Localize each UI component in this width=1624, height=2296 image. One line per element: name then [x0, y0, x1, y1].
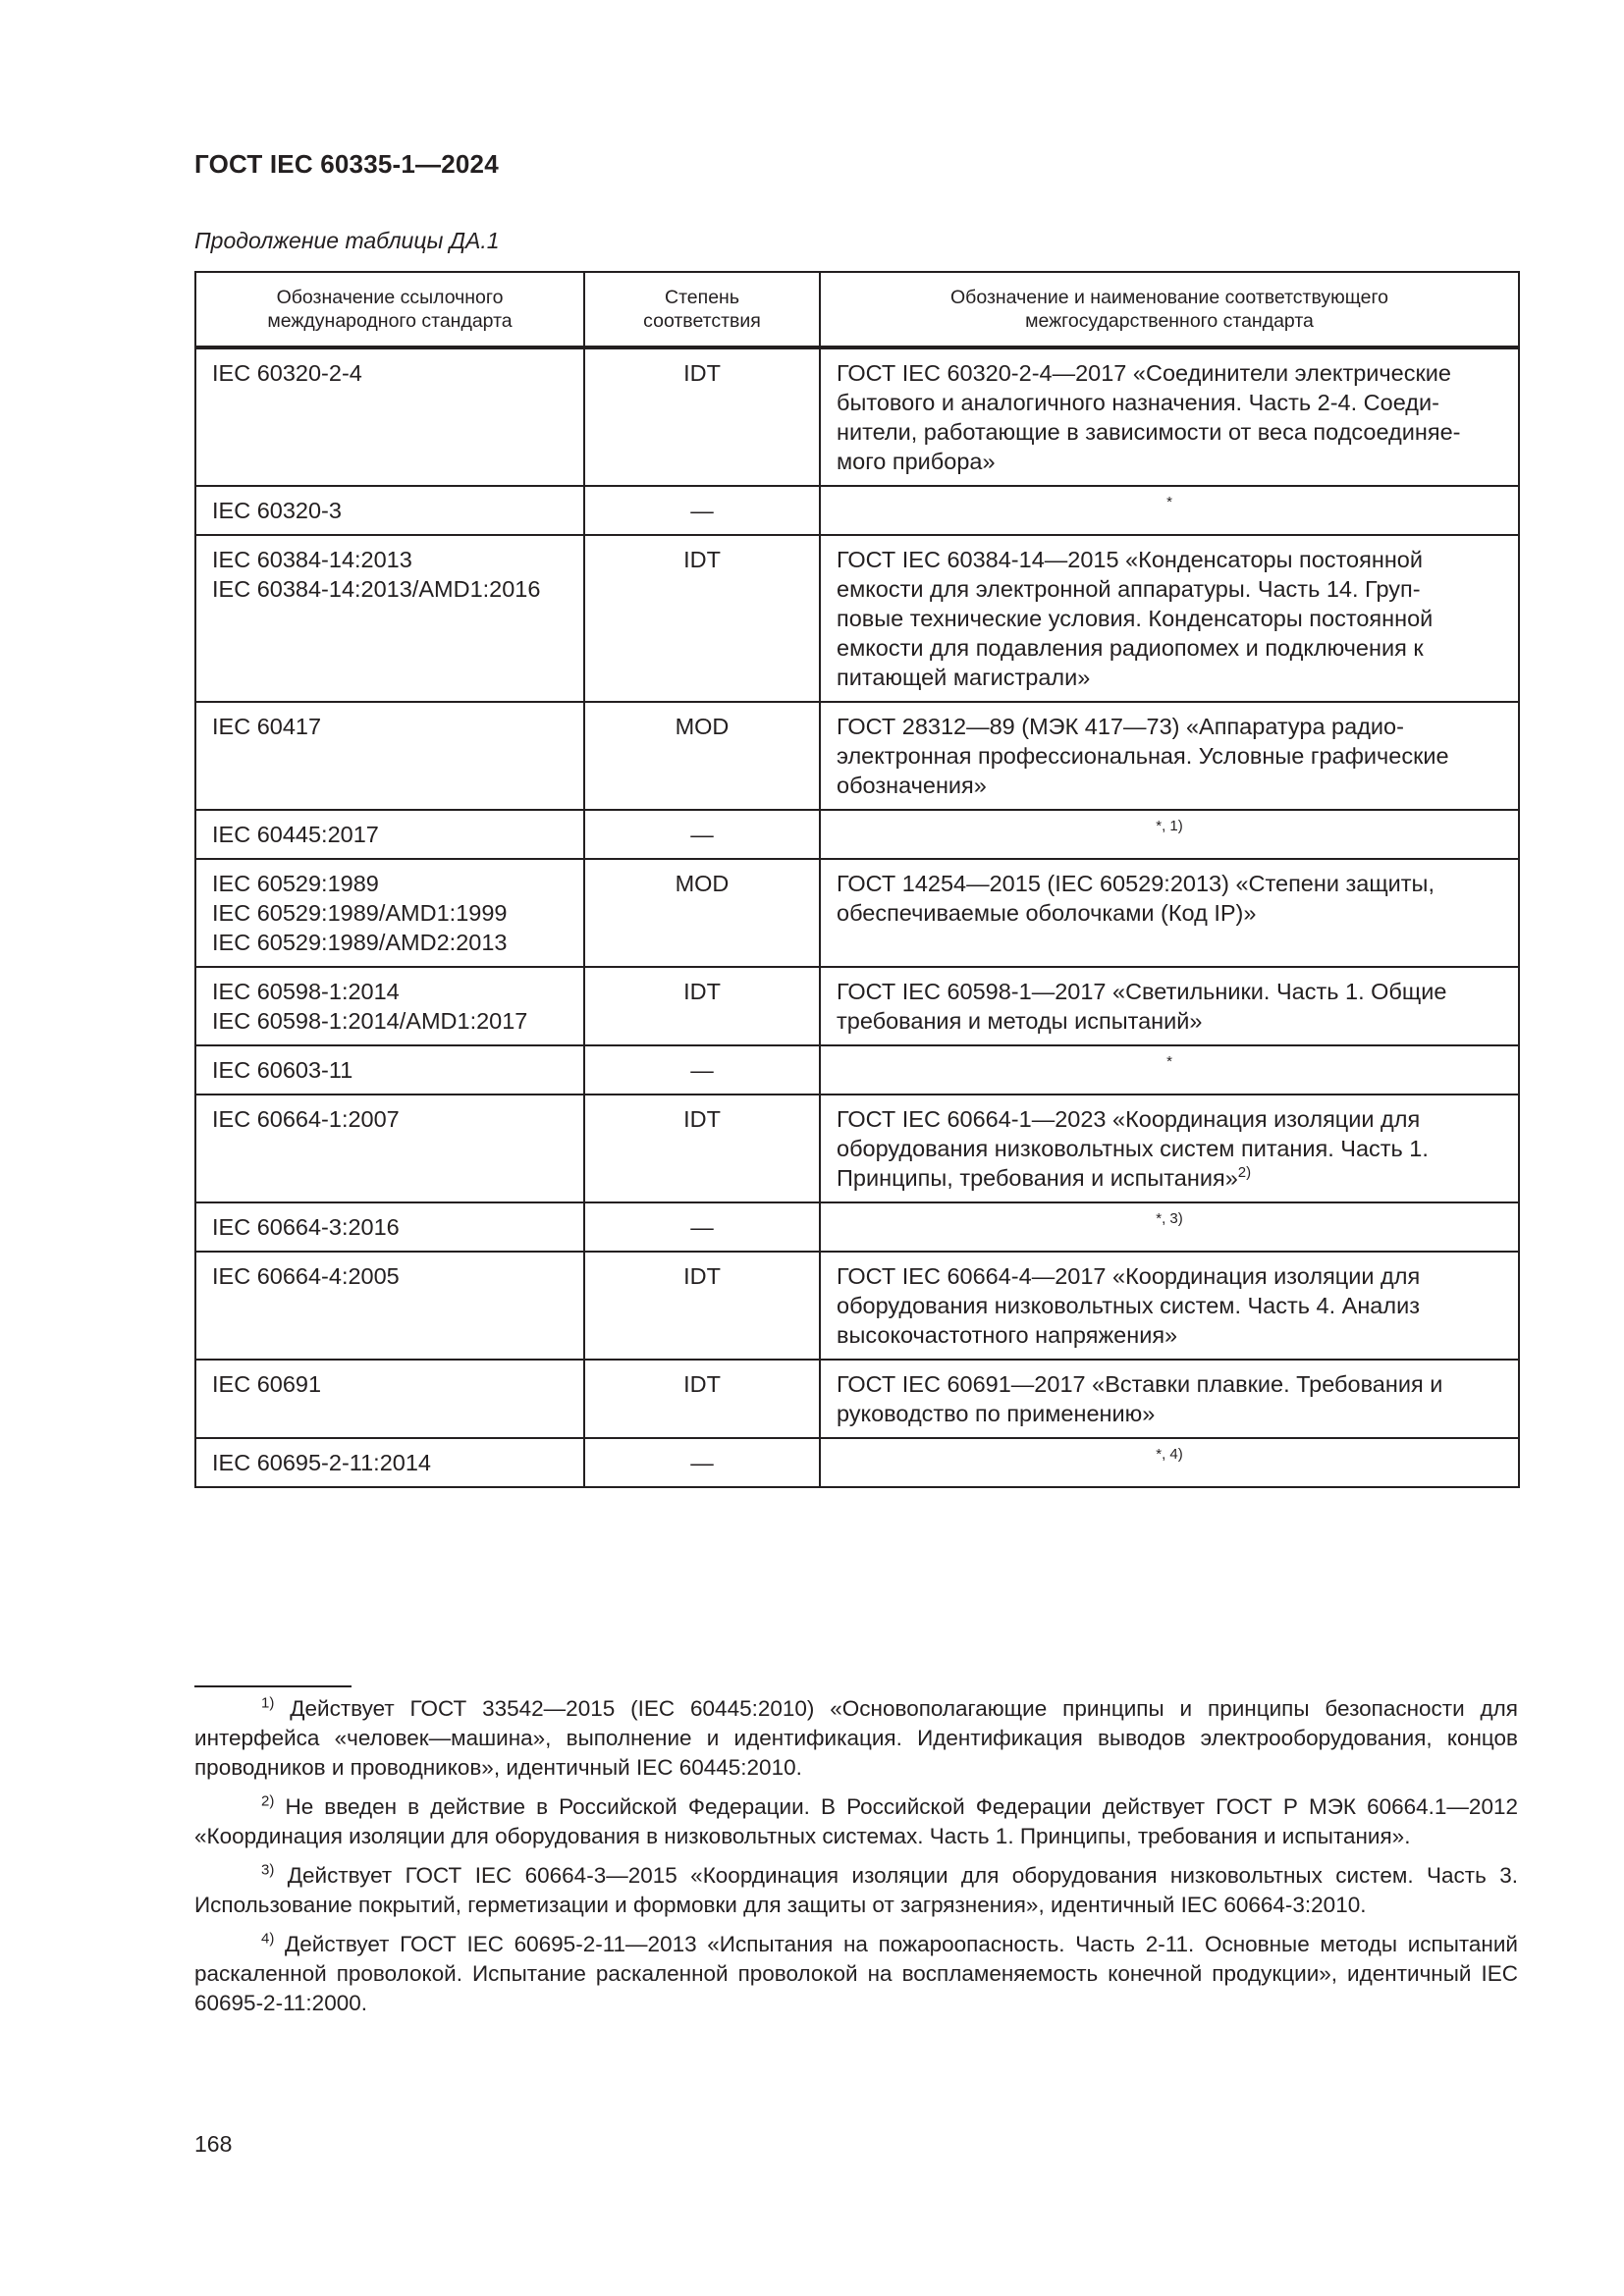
degree-cell: —	[584, 1045, 820, 1095]
reference-standard: IEC 60695-2-11:2014	[212, 1450, 431, 1475]
header-text: Обозначение ссылочного	[276, 287, 504, 308]
header-reference-standard	[195, 272, 584, 347]
footnote-separator	[194, 1685, 352, 1687]
table-row	[195, 810, 1519, 859]
document-title: ГОСТ IEC 60335-1—2024	[194, 149, 499, 179]
footnote	[194, 1861, 1518, 1920]
interstate-standard-text	[837, 574, 1502, 604]
interstate-standard-line: мого прибора»	[837, 449, 996, 474]
reference-standard-cell	[195, 1252, 584, 1360]
table-row	[195, 1360, 1519, 1438]
interstate-standard-cell	[820, 486, 1519, 535]
interstate-standard-line: повые технические условия. Конденсаторы постоянной	[837, 606, 1434, 631]
not-applicable-mark: *	[1166, 1053, 1172, 1070]
interstate-standard-cell	[820, 347, 1519, 486]
interstate-standard-text	[837, 417, 1502, 447]
interstate-standard-line: обозначения»	[837, 773, 987, 798]
reference-standard-cell	[195, 859, 584, 967]
degree-cell: IDT	[584, 1252, 820, 1360]
reference-standard-cell	[195, 702, 584, 810]
table-row	[195, 1045, 1519, 1095]
interstate-standard-cell	[820, 702, 1519, 810]
interstate-standard-text	[837, 1399, 1502, 1428]
interstate-standard-text	[837, 1369, 1502, 1399]
interstate-standard-line: ГОСТ IEC 60384-14—2015 «Конденсаторы постоянной	[837, 547, 1424, 572]
degree-cell: IDT	[584, 1360, 820, 1438]
interstate-standard-text	[837, 771, 1502, 800]
interstate-standard-text	[837, 1320, 1502, 1350]
header-text: Степень	[665, 287, 739, 308]
interstate-standard-text	[837, 712, 1502, 741]
header-text: международного стандарта	[267, 310, 513, 332]
footnote-text: Действует ГОСТ IEC 60664-3—2015 «Координация изоляции для оборудования низковольтных систем. Часть 3. Использование покрытий, герметизации и формовки для защиты от загрязнения», идентичный IEC 60664-3:2010.	[194, 1863, 1518, 1917]
reference-standard: IEC 60664-4:2005	[212, 1263, 400, 1289]
reference-standard-cell	[195, 1045, 584, 1095]
interstate-standard-line: ГОСТ IEC 60598-1—2017 «Светильники. Часть 1. Общие	[837, 979, 1447, 1004]
footnote-text: Не введен в действие в Российской Федерации. В Российской Федерации действует ГОСТ Р МЭК 60664.1—2012 «Координация изоляции для оборудования в низковольтных системах. Часть 1. Принципы, требования и испытания».	[194, 1794, 1518, 1848]
table-row	[195, 967, 1519, 1045]
interstate-standard-line: оборудования низковольтных систем питания. Часть 1.	[837, 1136, 1429, 1161]
correspondence-table	[194, 271, 1520, 1488]
interstate-standard-cell	[820, 810, 1519, 859]
not-applicable-mark: *, 3)	[1156, 1210, 1183, 1227]
interstate-standard-text	[837, 1261, 1502, 1291]
interstate-standard-line: ГОСТ 14254—2015 (IEC 60529:2013) «Степени защиты,	[837, 871, 1435, 896]
interstate-standard-text	[837, 633, 1502, 663]
interstate-standard-line: бытового и аналогичного назначения. Часть 2-4. Соеди-	[837, 390, 1439, 415]
interstate-standard-line: емкости для электронной аппаратуры. Часть 14. Груп-	[837, 576, 1421, 602]
interstate-standard-text	[837, 1291, 1502, 1320]
reference-standard: IEC 60529:1989	[212, 871, 379, 896]
table-row	[195, 347, 1519, 486]
footnote	[194, 1694, 1518, 1783]
table-row	[195, 702, 1519, 810]
reference-standard-cell	[195, 1438, 584, 1487]
interstate-standard-text	[837, 1104, 1502, 1134]
header-text: межгосударственного стандарта	[1025, 310, 1314, 332]
degree-cell: —	[584, 1202, 820, 1252]
header-degree	[584, 272, 820, 347]
interstate-standard-line: емкости для подавления радиопомех и подключения к	[837, 635, 1424, 661]
not-applicable-mark: *	[1166, 494, 1172, 510]
table-row	[195, 1252, 1519, 1360]
reference-standard: IEC 60529:1989/AMD1:1999	[212, 900, 508, 926]
footnote	[194, 1792, 1518, 1851]
degree-cell: IDT	[584, 967, 820, 1045]
header-interstate-standard	[820, 272, 1519, 347]
footnote-marker: 4)	[261, 1930, 275, 1948]
not-applicable-mark: *, 4)	[1156, 1446, 1183, 1463]
table-header-row	[195, 272, 1519, 347]
reference-standard: IEC 60598-1:2014	[212, 979, 400, 1004]
footnote-text: Действует ГОСТ IEC 60695-2-11—2013 «Испытания на пожароопасность. Часть 2-11. Основные методы испытаний раскаленной проволокой. Испытание раскаленной проволокой на воспламеняемость конечной продукции», идентичный IEC 60695-2-11:2000.	[194, 1932, 1518, 2015]
interstate-standard-cell	[820, 1202, 1519, 1252]
table-row	[195, 859, 1519, 967]
reference-standard: IEC 60320-2-4	[212, 360, 362, 386]
interstate-standard-cell	[820, 859, 1519, 967]
reference-standard: IEC 60664-3:2016	[212, 1214, 400, 1240]
degree-cell: —	[584, 1438, 820, 1487]
interstate-standard-line: требования и методы испытаний»	[837, 1008, 1203, 1034]
header-text: соответствия	[643, 310, 761, 332]
footnote-marker: 3)	[261, 1861, 275, 1879]
interstate-standard-line: питающей магистрали»	[837, 665, 1091, 690]
table-caption: Продолжение таблицы ДА.1	[194, 228, 500, 253]
interstate-standard-text	[837, 898, 1502, 928]
interstate-standard-cell	[820, 1360, 1519, 1438]
interstate-standard-line: ГОСТ IEC 60320-2-4—2017 «Соединители электрические	[837, 360, 1451, 386]
interstate-standard-line: ГОСТ IEC 60691—2017 «Вставки плавкие. Требования и	[837, 1371, 1443, 1397]
reference-standard: IEC 60417	[212, 714, 322, 739]
footnotes	[194, 1694, 1518, 2028]
reference-standard: IEC 60384-14:2013	[212, 547, 412, 572]
reference-standard: IEC 60445:2017	[212, 822, 379, 847]
reference-standard-cell	[195, 1360, 584, 1438]
interstate-standard-text	[837, 358, 1502, 388]
interstate-standard-line: нители, работающие в зависимости от веса подсоединяе-	[837, 419, 1461, 445]
interstate-standard-text	[837, 1006, 1502, 1036]
footnote-marker: 2)	[261, 1792, 275, 1810]
header-text: Обозначение и наименование соответствующего	[949, 287, 1388, 308]
reference-standard-cell	[195, 347, 584, 486]
interstate-standard-cell	[820, 1045, 1519, 1095]
interstate-standard-text	[837, 663, 1502, 692]
reference-standard-cell	[195, 486, 584, 535]
interstate-standard-text	[837, 977, 1502, 1006]
interstate-standard-text	[837, 1134, 1502, 1163]
interstate-standard-cell	[820, 535, 1519, 702]
degree-cell: IDT	[584, 1095, 820, 1202]
reference-standard: IEC 60598-1:2014/AMD1:2017	[212, 1008, 528, 1034]
interstate-standard-cell	[820, 967, 1519, 1045]
reference-standard: IEC 60691	[212, 1371, 322, 1397]
reference-standard-cell	[195, 810, 584, 859]
interstate-standard-text	[837, 741, 1502, 771]
reference-standard-cell	[195, 1202, 584, 1252]
interstate-standard-line: обеспечиваемые оболочками (Код IP)»	[837, 900, 1257, 926]
table-row	[195, 486, 1519, 535]
interstate-standard-text	[837, 447, 1502, 476]
degree-cell: MOD	[584, 702, 820, 810]
interstate-standard-cell	[820, 1252, 1519, 1360]
footnote-marker: 1)	[261, 1694, 275, 1712]
interstate-standard-text	[837, 604, 1502, 633]
page-number: 168	[194, 2131, 233, 2157]
interstate-standard-line: высокочастотного напряжения»	[837, 1322, 1178, 1348]
interstate-standard-line: ГОСТ IEC 60664-1—2023 «Координация изоляции для	[837, 1106, 1421, 1132]
reference-standard-cell	[195, 967, 584, 1045]
degree-cell: —	[584, 810, 820, 859]
reference-standard: IEC 60529:1989/AMD2:2013	[212, 930, 508, 955]
interstate-standard-line: оборудования низковольтных систем. Часть 4. Анализ	[837, 1293, 1420, 1318]
degree-cell: IDT	[584, 347, 820, 486]
interstate-standard-line: руководство по применению»	[837, 1401, 1156, 1426]
reference-standard: IEC 60664-1:2007	[212, 1106, 400, 1132]
interstate-standard-text	[837, 388, 1502, 417]
reference-standard: IEC 60320-3	[212, 498, 342, 523]
reference-standard-cell	[195, 1095, 584, 1202]
footnote-reference: 2)	[1237, 1164, 1252, 1182]
table-row	[195, 1438, 1519, 1487]
interstate-standard-line: ГОСТ IEC 60664-4—2017 «Координация изоляции для	[837, 1263, 1421, 1289]
degree-cell: MOD	[584, 859, 820, 967]
reference-standard-cell	[195, 535, 584, 702]
table-row	[195, 1202, 1519, 1252]
interstate-standard-text	[837, 545, 1502, 574]
interstate-standard-line: Принципы, требования и испытания»	[837, 1165, 1238, 1191]
table-body	[195, 347, 1519, 1487]
interstate-standard-cell	[820, 1095, 1519, 1202]
reference-standard: IEC 60384-14:2013/AMD1:2016	[212, 576, 541, 602]
interstate-standard-text	[837, 869, 1502, 898]
table-row	[195, 535, 1519, 702]
degree-cell: —	[584, 486, 820, 535]
table-row	[195, 1095, 1519, 1202]
degree-cell: IDT	[584, 535, 820, 702]
footnote	[194, 1930, 1518, 2018]
interstate-standard-line: ГОСТ 28312—89 (МЭК 417—73) «Аппаратура радио-	[837, 714, 1404, 739]
footnote-text: Действует ГОСТ 33542—2015 (IEC 60445:2010) «Основополагающие принципы и принципы безопасности для интерфейса «человек—машина», выполнение и идентификация. Идентификация выводов электрооборудования, концов проводников и проводников», идентичный IEC 60445:2010.	[194, 1696, 1518, 1780]
reference-standard: IEC 60603-11	[212, 1057, 353, 1083]
interstate-standard-cell	[820, 1438, 1519, 1487]
not-applicable-mark: *, 1)	[1156, 818, 1183, 834]
interstate-standard-text	[837, 1163, 1502, 1193]
interstate-standard-line: электронная профессиональная. Условные графические	[837, 743, 1449, 769]
